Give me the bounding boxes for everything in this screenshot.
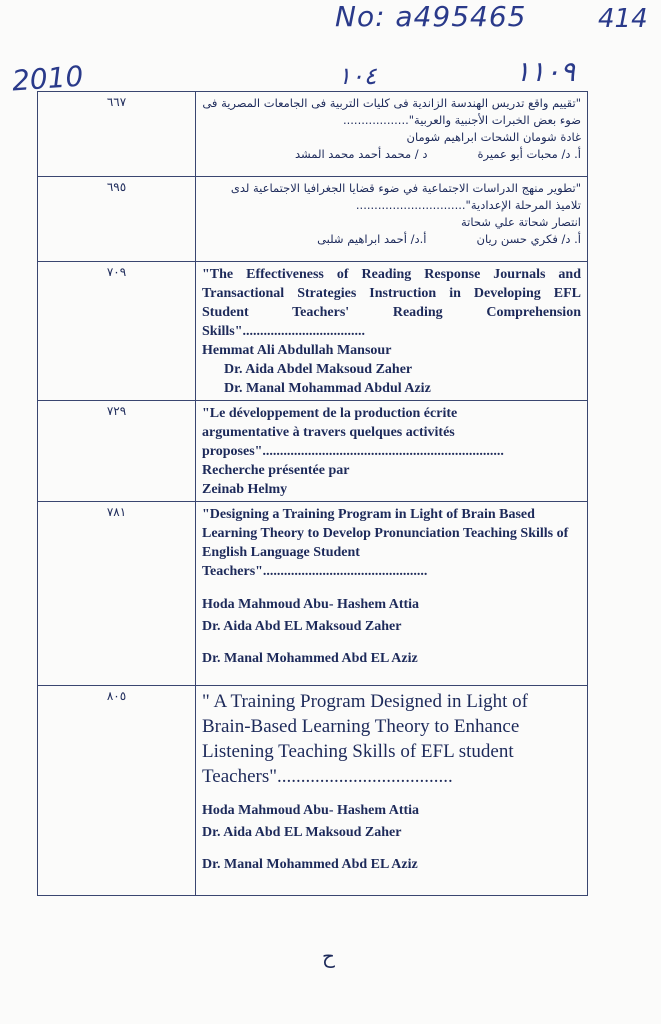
entry-content bbox=[196, 686, 588, 896]
entry-author: غادة شومان الشحات ابراهيم شومان bbox=[406, 130, 581, 144]
table-row bbox=[38, 92, 588, 177]
contents-table bbox=[37, 91, 588, 896]
entry-content bbox=[196, 177, 588, 262]
entry-supervisors bbox=[202, 146, 581, 163]
entry-supervisors bbox=[202, 231, 581, 248]
supervisor: أ. د/ محبات أبو عميرة bbox=[477, 147, 581, 161]
entry-content bbox=[196, 502, 588, 686]
page-number: ٦٦٧ bbox=[38, 92, 196, 177]
entry-title: "Designing a Training Program in Light of Brain Based Learning Theory to Develop Pronunciation Teaching Skills of English Language Student Teachers"............................................... bbox=[202, 507, 569, 579]
entry-author: Hoda Mahmoud Abu- Hashem Attia bbox=[202, 597, 420, 612]
page-number: ٧٨١ bbox=[38, 502, 196, 686]
entry-presented-by: Recherche présentée par bbox=[202, 463, 350, 478]
page-number: ٧٢٩ bbox=[38, 401, 196, 502]
entry-content bbox=[196, 262, 588, 401]
entry-content bbox=[196, 92, 588, 177]
handwritten-date-right: ١١٠٩ bbox=[515, 55, 576, 88]
entry-author: انتصار شحاتة علي شحاتة bbox=[461, 215, 581, 229]
supervisor: Dr. Aida Abd EL Maksoud Zaher bbox=[202, 825, 402, 840]
entry-title: "The Effectiveness of Reading Response Journals and Transactional Strategies Instruction in Developing EFL Student Teachers' Reading Comprehension Skills"................................... bbox=[202, 267, 581, 339]
handwritten-accession-number: No: a495465 bbox=[335, 0, 527, 33]
table-row bbox=[38, 401, 588, 502]
supervisor: Dr. Aida Abd EL Maksoud Zaher bbox=[202, 619, 402, 634]
supervisor: Dr. Manal Mohammed Abd EL Aziz bbox=[202, 857, 418, 872]
entry-title: "تطوير منهج الدراسات الاجتماعية في ضوء قضايا الجغرافيا الاجتماعية لدى تلاميذ المرحلة الإعدادية".............................. bbox=[230, 181, 581, 212]
entry-title-line: "Le développement de la production écrite bbox=[202, 406, 458, 421]
entry-content bbox=[196, 401, 588, 502]
entry-title: " A Training Program Designed in Light of Brain-Based Learning Theory to Enhance Listening Teaching Skills of EFL student Teachers"..................................... bbox=[202, 691, 529, 787]
page-letter: ح bbox=[322, 944, 335, 968]
supervisor: د / محمد أحمد محمد المشد bbox=[295, 147, 428, 161]
page-number: ٨٠٥ bbox=[38, 686, 196, 896]
page-number: ٧٠٩ bbox=[38, 262, 196, 401]
table-row bbox=[38, 502, 588, 686]
supervisor: Dr. Manal Mohammad Abdul Aziz bbox=[224, 381, 431, 396]
entry-title: "تقييم واقع تدريس الهندسة الزاندية فى كليات التربية فى الجامعات المصرية فى ضوء بعض الخبرات الأجنبية والعربية".................. bbox=[202, 96, 581, 127]
handwritten-year: 2010 bbox=[10, 59, 85, 98]
handwritten-page-number: 414 bbox=[598, 4, 648, 34]
table-row bbox=[38, 177, 588, 262]
supervisor: أ.د/ أحمد ابراهيم شلبى bbox=[317, 232, 427, 246]
handwritten-date-left: ١٠٤ bbox=[338, 62, 377, 90]
entry-author: Hemmat Ali Abdullah Mansour bbox=[202, 343, 392, 358]
entry-title-line: argumentative à travers quelques activités bbox=[202, 425, 455, 440]
supervisor: أ. د/ فكري حسن ريان bbox=[476, 232, 581, 246]
entry-author: Hoda Mahmoud Abu- Hashem Attia bbox=[202, 803, 420, 818]
entry-title-line: proposes"..................................................................... bbox=[202, 444, 504, 459]
table-row bbox=[38, 262, 588, 401]
page-number: ٦٩٥ bbox=[38, 177, 196, 262]
supervisor: Dr. Aida Abdel Maksoud Zaher bbox=[224, 362, 413, 377]
supervisor: Dr. Manal Mohammed Abd EL Aziz bbox=[202, 651, 418, 666]
entry-author: Zeinab Helmy bbox=[202, 482, 288, 497]
table-row bbox=[38, 686, 588, 896]
